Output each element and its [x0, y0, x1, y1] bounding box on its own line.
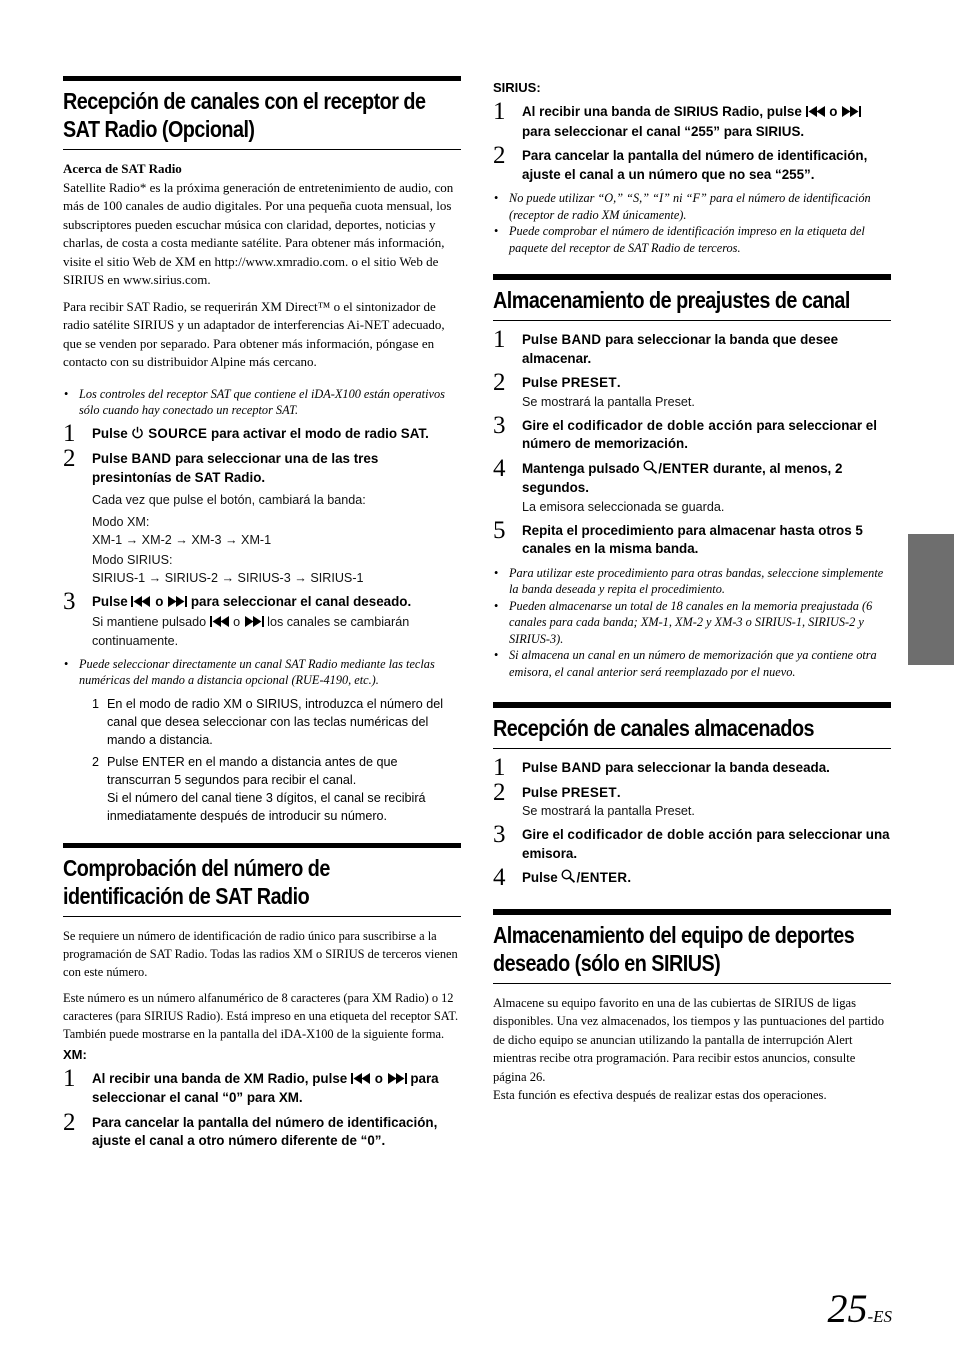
xm-step-2: [63, 1108, 461, 1151]
note-item: • Puede seleccionar directamente un canal SAT Radio mediante las teclas numéricas del mando a distancia opcional (RUE-4190, etc.).: [63, 656, 461, 689]
step-2: [63, 445, 461, 587]
step-number: 1: [493, 754, 506, 781]
step-instruction: Pulse PRESET.: [522, 784, 621, 800]
mode-xm-sequence: XM-1 → XM-2 → XM-3 → XM-1: [92, 533, 272, 547]
search-icon: [643, 460, 658, 480]
step-number: 3: [493, 411, 506, 439]
paragraph: Para recibir SAT Radio, se requerirán XM Direct™ o el sintonizador de radio satélite SIRIUS y un adaptador de interferencias Ai-NET adecuado, que se venden por separado. Para obtener más información, póngase en contacto con su distribuidor Alpine más cercano.: [63, 298, 445, 369]
mode-sirius-label: Modo SIRIUS:: [92, 553, 173, 567]
step-instruction: Para cancelar la pantalla del número de identificación, ajuste el canal a un número que no sea “255”.: [522, 148, 868, 182]
stored-step-1: [493, 754, 891, 781]
step-number: 5: [493, 516, 506, 544]
step-note: La emisora seleccionada se guarda.: [522, 499, 725, 514]
section-header-id-check: [63, 843, 461, 917]
notes-list: [493, 565, 891, 681]
step-number: 4: [493, 864, 506, 891]
previous-track-icon: [210, 614, 230, 632]
previous-track-icon: [351, 1071, 371, 1090]
mode-xm-label: Modo XM:: [92, 515, 150, 529]
notes-list: [63, 386, 461, 419]
step-instruction: Pulse SOURCE para activar el modo de radio SAT.: [92, 425, 461, 445]
section-title: Recepción de canales almacenados: [493, 715, 815, 741]
step-number: 2: [493, 142, 506, 169]
numbered-sublist: [92, 695, 461, 825]
step-note: Se mostrará la pantalla Preset.: [522, 804, 695, 818]
step-note: Si mantiene pulsado o los canales se cambiarán continuamente.: [92, 614, 410, 648]
page-number: 25-ES: [827, 1286, 892, 1331]
section-title: Almacenamiento de preajustes de canal: [493, 287, 850, 313]
step-number: 2: [493, 369, 506, 396]
next-track-icon: [167, 594, 187, 613]
step-instruction: Pulse /ENTER.: [522, 869, 891, 889]
chapter-tab: [908, 534, 954, 665]
next-track-icon: [244, 614, 264, 632]
note-item: • No puede utilizar “O,” “S,” “I” ni “F” para el número de identificación (receptor de radio XM únicamente).: [493, 190, 891, 223]
step-note: Se mostrará la pantalla Preset.: [522, 394, 695, 409]
notes-list: [493, 190, 891, 256]
step-number: 2: [493, 778, 506, 806]
step-instruction: Para cancelar la pantalla del número de identificación, ajuste el canal a otro número diferente de “0”.: [92, 1114, 438, 1148]
preset-step-2: [493, 369, 891, 411]
note-item: • Para utilizar este procedimiento para otras bandas, seleccione simplemente la banda deseada y repita el procedimiento.: [493, 565, 891, 598]
paragraph: Almacene su equipo favorito en una de las cubiertas de SIRIUS de ligas disponibles. Una vez almacenados, los tiempos y las puntuaciones del partido de dicho equipo se anuncian utilizando la pantalla de interrupción Alert mientras recibe otra programación. Para recibir estos anuncios, consulte página 26.: [493, 995, 885, 1084]
step-instruction: Gire el codificador de doble acción para seleccionar el número de memorización.: [522, 417, 877, 451]
sirius-label: SIRIUS:: [493, 80, 541, 95]
next-track-icon: [387, 1071, 407, 1090]
note-item: • Pueden almacenarse un total de 18 canales en la memoria preajustada (6 canales para cada banda; XM-1, XM-2 y XM-3 o SIRIUS-1, SIRIUS-2 y SIRIUS-3).: [493, 598, 891, 648]
stored-step-3: [493, 821, 891, 863]
previous-track-icon: [806, 104, 826, 123]
stored-step-2: [493, 778, 891, 821]
paragraph: Esta función es efectiva después de realizar estas dos operaciones.: [493, 1088, 827, 1102]
step-note: Cada vez que pulse el botón, cambiará la banda:: [92, 493, 366, 507]
sirius-step-1: [493, 98, 891, 141]
preset-step-5: [493, 516, 891, 559]
section-title: Almacenamiento del equipo de deportes deseado (sólo en SIRIUS): [493, 921, 855, 976]
step-number: 1: [63, 1064, 76, 1092]
step-number: 3: [493, 821, 506, 848]
sirius-step-2: [493, 142, 891, 184]
xm-label: XM:: [63, 1046, 87, 1062]
step-instruction: Al recibir una banda de SIRIUS Radio, pulse o para seleccionar el canal “255” para SIRIUS.: [522, 103, 891, 141]
note-item: • Puede comprobar el número de identificación impreso en la etiqueta del paquete del receptor de SAT Radio de terceros.: [493, 223, 891, 256]
step-number: 4: [493, 454, 506, 482]
section-header-sat-radio: [63, 76, 461, 150]
previous-track-icon: [131, 594, 151, 613]
step-instruction: Pulse o para seleccionar el canal deseado.: [92, 593, 461, 613]
step-number: 2: [63, 1108, 76, 1136]
paragraph: También puede mostrarse en la pantalla del iDA-X100 de la siguiente forma.: [63, 1026, 445, 1041]
stored-step-4: [493, 864, 891, 891]
sublist-item: 1 En el modo de radio XM o SIRIUS, introduzca el número del canal que desea seleccionar con las teclas numéricas del mando a distancia.: [92, 696, 444, 747]
note-item: • Los controles del receptor SAT que contiene el iDA-X100 están operativos sólo cuando hay conectado un receptor SAT.: [63, 386, 461, 419]
step-instruction: Gire el codificador de doble acción para seleccionar una emisora.: [522, 827, 890, 861]
step-3: [63, 588, 461, 650]
step-number: 1: [493, 98, 506, 125]
preset-step-3: [493, 411, 891, 454]
note-item: • Si almacena un canal en un número de memorización que ya contiene otra emisora, el canal anterior será reemplazado por el nuevo.: [493, 647, 891, 680]
xm-step-1: [63, 1064, 461, 1108]
sublist-item: 2 Pulse ENTER en el mando a distancia antes de que transcurran 5 segundos para recibir el canal. Si el número del canal tiene 3 dígitos, el canal se recibirá inmediatamente después de introducir su número.: [92, 754, 426, 823]
mode-sirius-sequence: SIRIUS-1 → SIRIUS-2 → SIRIUS-3 → SIRIUS-1: [92, 571, 364, 585]
about-heading: Acerca de SAT Radio: [63, 161, 182, 176]
search-icon: [561, 869, 576, 889]
section-title: Comprobación del número de identificación de SAT Radio: [63, 854, 330, 909]
right-column: [493, 76, 891, 1105]
step-instruction: Repita el procedimiento para almacenar hasta otros 5 canales en la misma banda.: [522, 522, 863, 556]
power-icon: [131, 426, 144, 445]
step-number: 1: [63, 419, 76, 447]
paragraph: Satellite Radio* es la próxima generación de entretenimiento de audio, con más de 100 canales de audio digitales. Por una pequeña cuota mensual, los subscriptores pueden escuchar música con claridad, deportes, noticias y charlas, de costa a costa mediante satélite. Para obtener más información, visite el sitio Web de XM en http://www.xmradio.com. o el sitio Web de SIRIUS en www.sirius.com.: [63, 179, 454, 287]
step-instruction: Pulse PRESET.: [522, 375, 621, 390]
step-instruction: Pulse BAND para seleccionar la banda deseada.: [522, 760, 830, 775]
section-title: Recepción de canales con el receptor de SAT Radio (Opcional): [63, 88, 426, 142]
step-instruction: Pulse BAND para seleccionar una de las tres presintonías de SAT Radio.: [92, 451, 379, 485]
step-1: [63, 419, 461, 447]
section-header-sports-team: [493, 909, 891, 984]
next-track-icon: [841, 104, 861, 123]
step-instruction: Pulse BAND para seleccionar la banda que desee almacenar.: [522, 332, 839, 366]
step-number: 2: [63, 445, 76, 472]
step-number: 3: [63, 588, 76, 615]
paragraph: Se requiere un número de identificación de radio único para suscribirse a la programación de SAT Radio. Todas las radios XM o SIRIUS de terceros vienen con este número.: [63, 928, 458, 979]
preset-step-1: [493, 326, 891, 368]
preset-step-4: [493, 454, 891, 516]
step-instruction: Mantenga pulsado /ENTER durante, al menos, 2 segundos.: [522, 460, 843, 495]
step-instruction: Al recibir una banda de XM Radio, pulse o para seleccionar el canal “0” para XM.: [92, 1070, 439, 1105]
paragraph: Este número es un número alfanumérico de 8 caracteres (para XM Radio) o 12 caracteres (para SIRIUS Radio). Está impreso en una etiqueta del receptor SAT.: [63, 990, 459, 1023]
section-header-stored-channels: [493, 702, 891, 749]
step-number: 1: [493, 326, 506, 353]
left-column: [63, 76, 461, 1157]
section-header-presets: [493, 274, 891, 321]
notes-list: [63, 656, 461, 689]
